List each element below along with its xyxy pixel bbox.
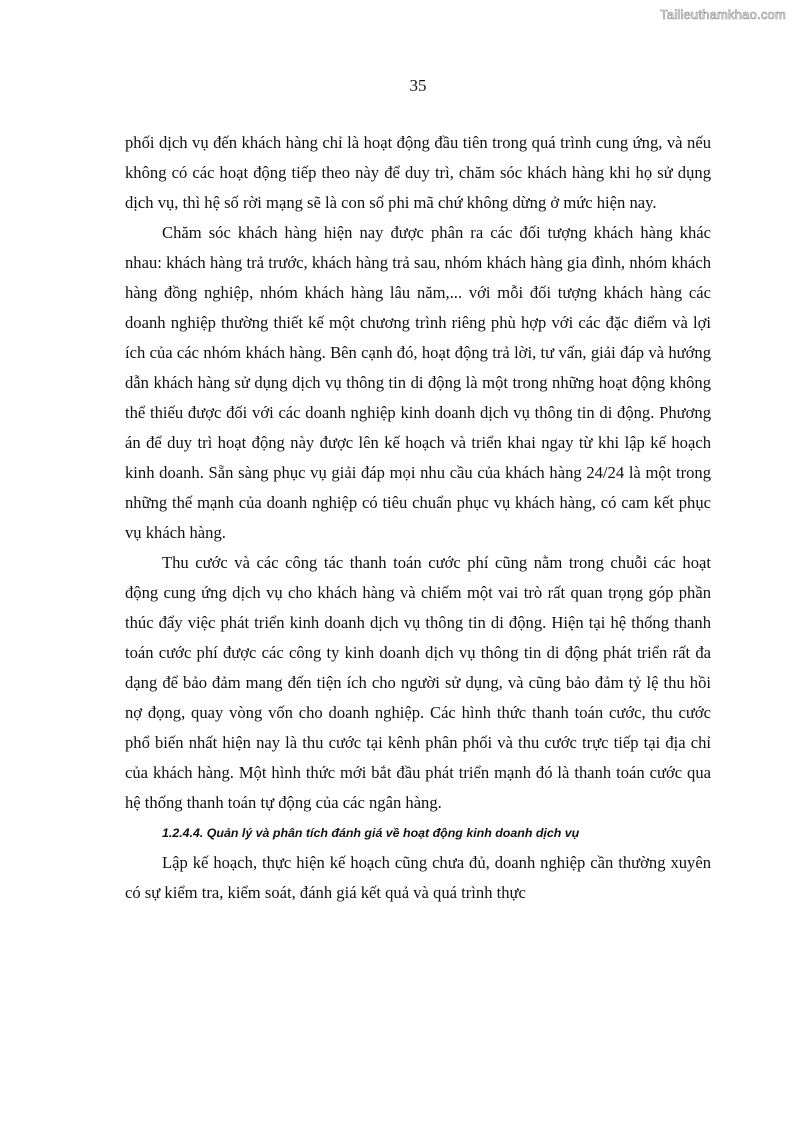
paragraph-customer-care: Chăm sóc khách hàng hiện nay được phân ra các đối tượng khách hàng khác nhau: khách hàng trả trước, khách hàng trả sau, nhóm khách hàng gia đình, nhóm khách hàng đồng nghiệp, nhóm khách hàng lâu năm,... với mỗi đối tượng khách hàng các doanh nghiệp thường thiết kế một chương trình riêng phù hợp với các đặc điểm và lợi ích của các nhóm khách hàng. Bên cạnh đó, hoạt động trả lời, tư vấn, giải đáp và hướng dẫn khách hàng sử dụng dịch vụ thông tin di động là một trong những hoạt động không thể thiếu được đối với các doanh nghiệp kinh doanh dịch vụ thông tin di động. Phương án để duy trì hoạt động này được lên kế hoạch và triển khai ngay từ khi lập kế hoạch kinh doanh. Sẵn sàng phục vụ giải đáp mọi nhu cầu của khách hàng 24/24 là một trong những thế mạnh của doanh nghiệp có tiêu chuẩn phục vụ khách hàng, có cam kết phục vụ khách hàng. <box>125 223 711 542</box>
paragraph-management: Lập kế hoạch, thực hiện kế hoạch cũng chưa đủ, doanh nghiệp cần thường xuyên có sự kiểm tra, kiểm soát, đánh giá kết quả và quá trình thực <box>125 853 711 902</box>
page-number: 35 <box>409 76 427 95</box>
document-body <box>125 128 711 908</box>
section-heading: 1.2.4.4. Quản lý và phân tích đánh giá về hoạt động kinh doanh dịch vụ <box>162 826 580 840</box>
paragraph-billing: Thu cước và các công tác thanh toán cước phí cũng nằm trong chuỗi các hoạt động cung ứng dịch vụ cho khách hàng và chiếm một vai trò rất quan trọng góp phần thúc đẩy việc phát triển kinh doanh dịch vụ thông tin di động. Hiện tại hệ thống thanh toán cước phí được các công ty kinh doanh dịch vụ thông tin di động phát triển rất đa dạng để bảo đảm mang đến tiện ích cho người sử dụng, và cũng bảo đảm tỷ lệ thu hồi nợ đọng, quay vòng vốn cho doanh nghiệp. Các hình thức thanh toán cước, thu cước phổ biến nhất hiện nay là thu cước tại kênh phân phối và thu cước trực tiếp tại địa chỉ của khách hàng. Một hình thức mới bắt đầu phát triển mạnh đó là thanh toán cước qua hệ thống thanh toán tự động của các ngân hàng. <box>125 553 711 812</box>
paragraph-continuation: phối dịch vụ đến khách hàng chỉ là hoạt động đầu tiên trong quá trình cung ứng, và nếu không có các hoạt động tiếp theo này để duy trì, chăm sóc khách hàng khi họ sử dụng dịch vụ, thì hệ số rời mạng sẽ là con số phi mã chứ không dừng ở mức hiện nay. <box>125 133 711 212</box>
watermark-text: Tailieuthamkhao.com <box>660 7 786 22</box>
